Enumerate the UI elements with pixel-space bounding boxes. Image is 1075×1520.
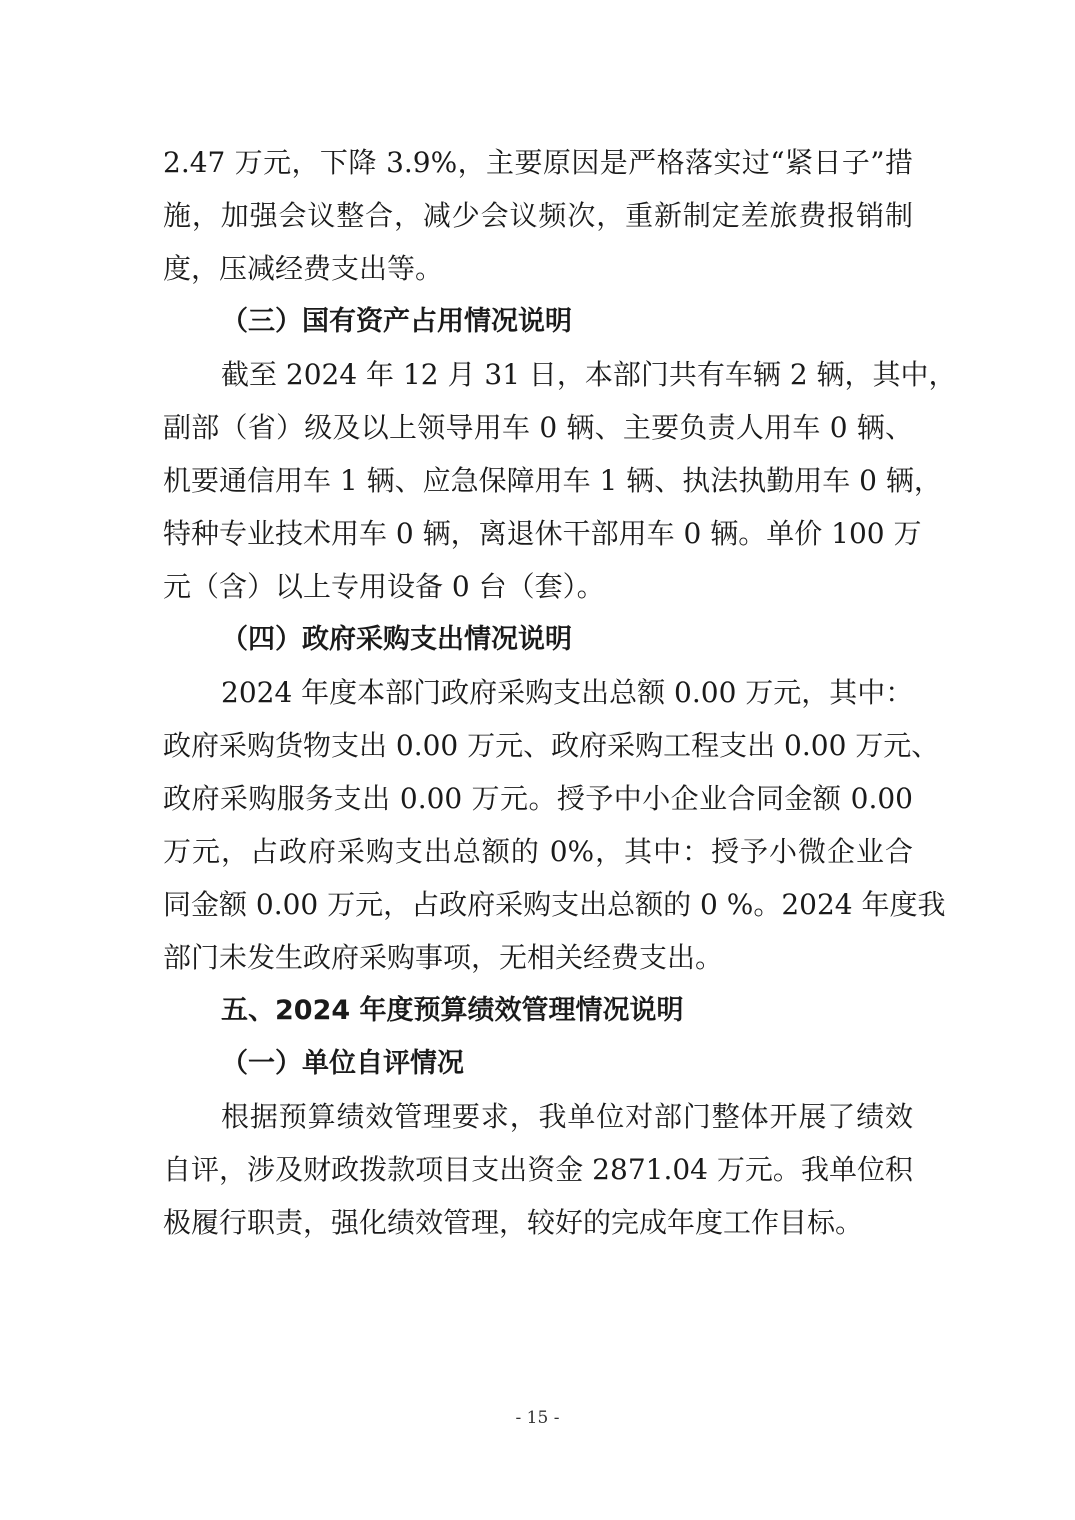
text-line: 度，压减经费支出等。 (163, 252, 444, 285)
text-line: 政府采购服务支出 0.00 万元。授予中小企业合同金额 0.00 (163, 782, 913, 815)
text-line: 根据预算绩效管理要求，我单位对部门整体开展了绩效 (221, 1100, 913, 1133)
text-line: 截至 2024 年 12 月 31 日，本部门共有车辆 2 辆，其中， (221, 358, 957, 391)
text-line: 元（含）以上专用设备 0 台（套）。 (163, 570, 605, 603)
text-line: 副部（省）级及以上领导用车 0 辆、主要负责人用车 0 辆、 (163, 411, 913, 444)
text-line: 2.47 万元，下降 3.9%，主要原因是严格落实过“紧日子”措 (163, 146, 913, 179)
text-line: 2024 年度本部门政府采购支出总额 0.00 万元，其中： (221, 676, 914, 709)
paragraph-expense-continuation (163, 136, 913, 295)
text-line: 万元，占政府采购支出总额的 0%，其中：授予小微企业合 (163, 835, 913, 868)
text-line: 极履行职责，强化绩效管理，较好的完成年度工作目标。 (163, 1206, 864, 1239)
text-line: 政府采购货物支出 0.00 万元、政府采购工程支出 0.00 万元、 (163, 729, 940, 762)
section-heading-state-assets: （三）国有资产占用情况说明 (221, 306, 572, 337)
text-line: 同金额 0.00 万元，占政府采购支出总额的 0 %。2024 年度我 (163, 888, 946, 921)
section-heading-performance: 五、2024 年度预算绩效管理情况说明 (221, 995, 684, 1026)
section-heading-self-evaluation: （一）单位自评情况 (221, 1048, 464, 1079)
text-line: 施，加强会议整合，减少会议频次，重新制定差旅费报销制 (163, 199, 913, 232)
document-body (163, 136, 957, 1249)
text-line: 部门未发生政府采购事项，无相关经费支出。 (163, 941, 724, 974)
paragraph-vehicles (163, 348, 957, 613)
text-line: 机要通信用车 1 辆、应急保障用车 1 辆、执法执勤用车 0 辆， (163, 464, 942, 497)
section-heading-procurement: （四）政府采购支出情况说明 (221, 624, 572, 655)
paragraph-self-evaluation (163, 1090, 913, 1249)
paragraph-procurement (163, 666, 946, 984)
page-number: - 15 - (515, 1408, 560, 1428)
text-line: 特种专业技术用车 0 辆，离退休干部用车 0 辆。单价 100 万 (163, 517, 922, 550)
text-line: 自评，涉及财政拨款项目支出资金 2871.04 万元。我单位积 (163, 1153, 913, 1186)
